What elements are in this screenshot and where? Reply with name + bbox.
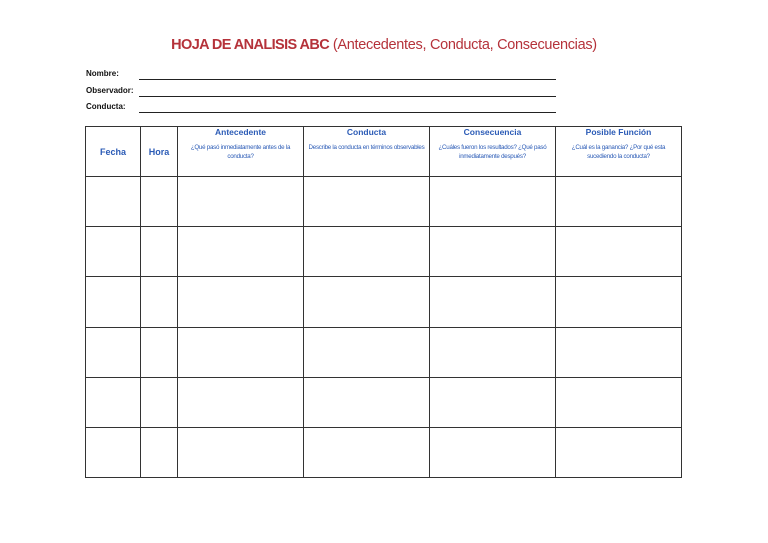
antecedente-cell[interactable]: [178, 327, 304, 377]
hora-cell[interactable]: [141, 377, 178, 427]
table-row: [86, 327, 682, 377]
table-row: [86, 427, 682, 477]
consecuencia-cell[interactable]: [430, 227, 556, 277]
consecuencia-cell[interactable]: [430, 177, 556, 227]
hora-cell[interactable]: [141, 327, 178, 377]
conducta-cell[interactable]: [304, 377, 430, 427]
posible-funcion-subtitle: ¿Cuál es la ganancia? ¿Por qué esta sucediendo la conducta?: [571, 144, 666, 160]
consecuencia-header: [430, 127, 556, 177]
fecha-cell[interactable]: [86, 327, 141, 377]
nombre-field[interactable]: [86, 69, 556, 83]
conducta-cell[interactable]: [304, 427, 430, 477]
fecha-cell[interactable]: [86, 277, 141, 327]
posible-funcion-cell[interactable]: [556, 277, 682, 327]
consecuencia-cell[interactable]: [430, 277, 556, 327]
antecedente-cell[interactable]: [178, 227, 304, 277]
nombre-label: Nombre:: [86, 69, 119, 78]
consecuencia-cell[interactable]: [430, 377, 556, 427]
consecuencia-subtitle: ¿Cuáles fueron los resultados? ¿Qué pasó inmediatamente después?: [438, 144, 547, 160]
hora-cell[interactable]: [141, 227, 178, 277]
posible-funcion-header: [556, 127, 682, 177]
title-main: HOJA DE ANALISIS ABC: [171, 37, 330, 53]
consecuencia-cell[interactable]: [430, 427, 556, 477]
table-row: [86, 277, 682, 327]
table-row: [86, 177, 682, 227]
title-subtitle: (Antecedentes, Conducta, Consecuencias): [332, 37, 597, 53]
posible-funcion-cell[interactable]: [556, 177, 682, 227]
antecedente-cell[interactable]: [178, 177, 304, 227]
conducta-subtitle: Describe la conducta en términos observables: [308, 144, 425, 151]
fecha-cell[interactable]: [86, 177, 141, 227]
conducta-cell[interactable]: [304, 227, 430, 277]
posible-funcion-cell[interactable]: [556, 227, 682, 277]
posible-funcion-cell[interactable]: [556, 377, 682, 427]
hora-cell[interactable]: [141, 177, 178, 227]
posible-funcion-cell[interactable]: [556, 427, 682, 477]
fecha-header: Fecha: [86, 127, 141, 177]
antecedente-title: Antecedente: [214, 127, 266, 137]
antecedente-cell[interactable]: [178, 277, 304, 327]
observador-field[interactable]: [86, 86, 556, 100]
conducta-title: Conducta: [346, 127, 387, 137]
antecedente-cell[interactable]: [178, 377, 304, 427]
abc-table: [85, 126, 682, 478]
fecha-cell[interactable]: [86, 427, 141, 477]
page-title: [0, 37, 768, 53]
table-row: [86, 227, 682, 277]
antecedente-subtitle: ¿Qué pasó inmediatamente antes de la conducta?: [190, 144, 291, 160]
antecedente-cell[interactable]: [178, 427, 304, 477]
observador-line[interactable]: [139, 96, 556, 97]
hora-cell[interactable]: [141, 277, 178, 327]
observador-label: Observador:: [86, 86, 134, 95]
conducta-cell[interactable]: [304, 177, 430, 227]
conducta-label: Conducta:: [86, 102, 126, 111]
conducta-cell[interactable]: [304, 327, 430, 377]
conducta-line[interactable]: [139, 112, 556, 113]
nombre-line[interactable]: [139, 79, 556, 80]
fecha-cell[interactable]: [86, 377, 141, 427]
posible-funcion-title: Posible Función: [585, 127, 652, 137]
consecuencia-title: Consecuencia: [463, 127, 522, 137]
conducta-header: [304, 127, 430, 177]
table-header-row: [86, 127, 682, 177]
fecha-cell[interactable]: [86, 227, 141, 277]
posible-funcion-cell[interactable]: [556, 327, 682, 377]
conducta-field[interactable]: [86, 102, 556, 116]
hora-header: Hora: [141, 127, 178, 177]
consecuencia-cell[interactable]: [430, 327, 556, 377]
hora-cell[interactable]: [141, 427, 178, 477]
table-body: [86, 177, 682, 478]
antecedente-header: [178, 127, 304, 177]
table-row: [86, 377, 682, 427]
conducta-cell[interactable]: [304, 277, 430, 327]
